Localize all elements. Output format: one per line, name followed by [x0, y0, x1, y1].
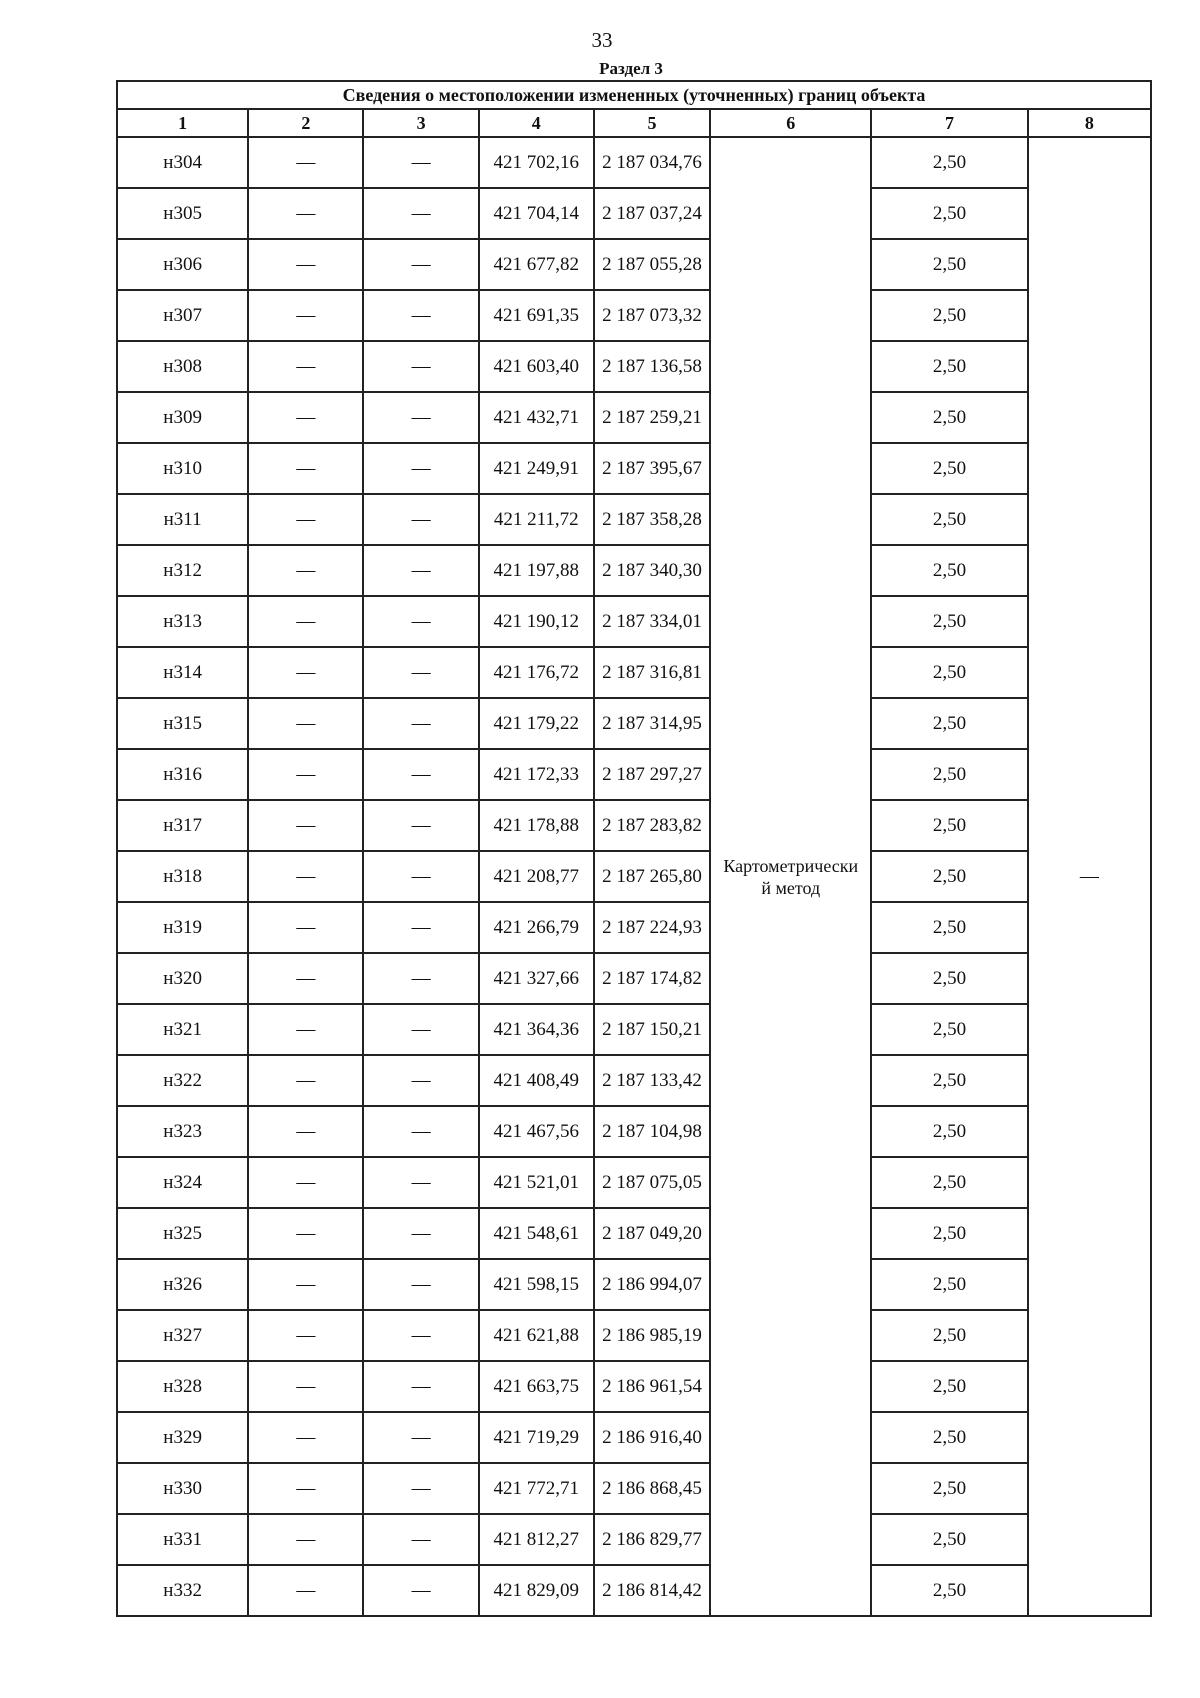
- y-coordinate-cell: 2 187 334,01: [594, 596, 710, 647]
- y-coordinate-cell: 2 186 994,07: [594, 1259, 710, 1310]
- y-coordinate-cell: 2 186 868,45: [594, 1463, 710, 1514]
- method-text-line2: й метод: [761, 877, 821, 898]
- column2-cell: —: [248, 1208, 363, 1259]
- point-cell: н323: [117, 1106, 248, 1157]
- table-row: [117, 341, 1151, 392]
- table-row: [117, 1157, 1151, 1208]
- column2-cell: —: [248, 443, 363, 494]
- y-coordinate-cell: 2 187 358,28: [594, 494, 710, 545]
- point-cell: н318: [117, 851, 248, 902]
- table-row: [117, 1055, 1151, 1106]
- column3-cell: —: [363, 188, 478, 239]
- point-cell: н327: [117, 1310, 248, 1361]
- x-coordinate-cell: 421 176,72: [479, 647, 594, 698]
- x-coordinate-cell: 421 812,27: [479, 1514, 594, 1565]
- x-coordinate-cell: 421 179,22: [479, 698, 594, 749]
- column2-cell: —: [248, 290, 363, 341]
- table-row: [117, 290, 1151, 341]
- table-row: [117, 596, 1151, 647]
- point-cell: н325: [117, 1208, 248, 1259]
- table-row: [117, 647, 1151, 698]
- y-coordinate-cell: 2 187 395,67: [594, 443, 710, 494]
- table-row: [117, 1106, 1151, 1157]
- y-coordinate-cell: 2 186 961,54: [594, 1361, 710, 1412]
- table-row: [117, 1004, 1151, 1055]
- y-coordinate-cell: 2 187 283,82: [594, 800, 710, 851]
- y-coordinate-cell: 2 187 297,27: [594, 749, 710, 800]
- accuracy-cell: 2,50: [871, 494, 1027, 545]
- y-coordinate-cell: 2 186 916,40: [594, 1412, 710, 1463]
- column3-cell: —: [363, 596, 478, 647]
- accuracy-cell: 2,50: [871, 239, 1027, 290]
- column2-cell: —: [248, 647, 363, 698]
- column2-cell: —: [248, 392, 363, 443]
- x-coordinate-cell: 421 719,29: [479, 1412, 594, 1463]
- column2-cell: —: [248, 851, 363, 902]
- accuracy-cell: 2,50: [871, 1004, 1027, 1055]
- accuracy-cell: 2,50: [871, 188, 1027, 239]
- x-coordinate-cell: 421 677,82: [479, 239, 594, 290]
- column3-cell: —: [363, 545, 478, 596]
- table-row: [117, 1259, 1151, 1310]
- table-caption: Сведения о местоположении измененных (уточненных) границ объекта: [117, 81, 1151, 109]
- accuracy-cell: 2,50: [871, 596, 1027, 647]
- point-cell: н314: [117, 647, 248, 698]
- column2-cell: —: [248, 1412, 363, 1463]
- x-coordinate-cell: 421 621,88: [479, 1310, 594, 1361]
- point-cell: н321: [117, 1004, 248, 1055]
- method-cell: [710, 137, 871, 1616]
- accuracy-cell: 2,50: [871, 1412, 1027, 1463]
- accuracy-cell: 2,50: [871, 443, 1027, 494]
- x-coordinate-cell: 421 691,35: [479, 290, 594, 341]
- column3-cell: —: [363, 902, 478, 953]
- y-coordinate-cell: 2 187 136,58: [594, 341, 710, 392]
- x-coordinate-cell: 421 364,36: [479, 1004, 594, 1055]
- column3-cell: —: [363, 647, 478, 698]
- column2-cell: —: [248, 953, 363, 1004]
- column8-cell: —: [1028, 137, 1151, 1616]
- x-coordinate-cell: 421 772,71: [479, 1463, 594, 1514]
- column-number-row: [117, 109, 1151, 137]
- caption-row: [117, 81, 1151, 109]
- y-coordinate-cell: 2 187 037,24: [594, 188, 710, 239]
- point-cell: н330: [117, 1463, 248, 1514]
- column3-cell: —: [363, 1055, 478, 1106]
- accuracy-cell: 2,50: [871, 1106, 1027, 1157]
- column2-cell: —: [248, 1514, 363, 1565]
- x-coordinate-cell: 421 327,66: [479, 953, 594, 1004]
- column3-cell: —: [363, 1106, 478, 1157]
- y-coordinate-cell: 2 187 055,28: [594, 239, 710, 290]
- accuracy-cell: 2,50: [871, 902, 1027, 953]
- section-title: Раздел 3: [599, 59, 663, 78]
- column-number-1: 1: [117, 109, 248, 137]
- x-coordinate-cell: 421 190,12: [479, 596, 594, 647]
- accuracy-cell: 2,50: [871, 800, 1027, 851]
- x-coordinate-cell: 421 467,56: [479, 1106, 594, 1157]
- y-coordinate-cell: 2 187 259,21: [594, 392, 710, 443]
- point-cell: н306: [117, 239, 248, 290]
- coordinates-table: [116, 80, 1152, 1617]
- point-cell: н319: [117, 902, 248, 953]
- column-number-5: 5: [594, 109, 710, 137]
- column2-cell: —: [248, 545, 363, 596]
- column3-cell: —: [363, 749, 478, 800]
- y-coordinate-cell: 2 187 224,93: [594, 902, 710, 953]
- column3-cell: —: [363, 1361, 478, 1412]
- column3-cell: —: [363, 1157, 478, 1208]
- x-coordinate-cell: 421 603,40: [479, 341, 594, 392]
- table-row: [117, 698, 1151, 749]
- point-cell: н305: [117, 188, 248, 239]
- column-number-6: 6: [710, 109, 871, 137]
- accuracy-cell: 2,50: [871, 1514, 1027, 1565]
- column3-cell: —: [363, 1310, 478, 1361]
- column2-cell: —: [248, 239, 363, 290]
- column2-cell: —: [248, 800, 363, 851]
- y-coordinate-cell: 2 187 075,05: [594, 1157, 710, 1208]
- column-number-4: 4: [479, 109, 594, 137]
- column2-cell: —: [248, 341, 363, 392]
- accuracy-cell: 2,50: [871, 137, 1027, 188]
- accuracy-cell: 2,50: [871, 1565, 1027, 1616]
- table-row: [117, 749, 1151, 800]
- point-cell: н307: [117, 290, 248, 341]
- x-coordinate-cell: 421 704,14: [479, 188, 594, 239]
- table-row: [117, 137, 1151, 188]
- x-coordinate-cell: 421 702,16: [479, 137, 594, 188]
- column3-cell: —: [363, 443, 478, 494]
- column3-cell: —: [363, 392, 478, 443]
- x-coordinate-cell: 421 266,79: [479, 902, 594, 953]
- x-coordinate-cell: 421 178,88: [479, 800, 594, 851]
- table-row: [117, 392, 1151, 443]
- accuracy-cell: 2,50: [871, 341, 1027, 392]
- table-row: [117, 494, 1151, 545]
- point-cell: н317: [117, 800, 248, 851]
- table-row: [117, 239, 1151, 290]
- table-row: [117, 1361, 1151, 1412]
- point-cell: н329: [117, 1412, 248, 1463]
- accuracy-cell: 2,50: [871, 1463, 1027, 1514]
- column3-cell: —: [363, 494, 478, 545]
- column3-cell: —: [363, 239, 478, 290]
- y-coordinate-cell: 2 186 985,19: [594, 1310, 710, 1361]
- x-coordinate-cell: 421 829,09: [479, 1565, 594, 1616]
- accuracy-cell: 2,50: [871, 851, 1027, 902]
- y-coordinate-cell: 2 187 104,98: [594, 1106, 710, 1157]
- table-row: [117, 1208, 1151, 1259]
- accuracy-cell: 2,50: [871, 1208, 1027, 1259]
- column2-cell: —: [248, 1565, 363, 1616]
- accuracy-cell: 2,50: [871, 953, 1027, 1004]
- column3-cell: —: [363, 341, 478, 392]
- accuracy-cell: 2,50: [871, 698, 1027, 749]
- x-coordinate-cell: 421 663,75: [479, 1361, 594, 1412]
- column3-cell: —: [363, 1004, 478, 1055]
- column2-cell: —: [248, 1106, 363, 1157]
- column3-cell: —: [363, 1565, 478, 1616]
- table-row: [117, 953, 1151, 1004]
- point-cell: н309: [117, 392, 248, 443]
- column2-cell: —: [248, 1361, 363, 1412]
- y-coordinate-cell: 2 187 316,81: [594, 647, 710, 698]
- x-coordinate-cell: 421 408,49: [479, 1055, 594, 1106]
- table-row: [117, 1463, 1151, 1514]
- accuracy-cell: 2,50: [871, 647, 1027, 698]
- y-coordinate-cell: 2 187 049,20: [594, 1208, 710, 1259]
- accuracy-cell: 2,50: [871, 1361, 1027, 1412]
- column2-cell: —: [248, 188, 363, 239]
- x-coordinate-cell: 421 172,33: [479, 749, 594, 800]
- point-cell: н331: [117, 1514, 248, 1565]
- x-coordinate-cell: 421 211,72: [479, 494, 594, 545]
- column2-cell: —: [248, 698, 363, 749]
- column3-cell: —: [363, 800, 478, 851]
- x-coordinate-cell: 421 249,91: [479, 443, 594, 494]
- accuracy-cell: 2,50: [871, 392, 1027, 443]
- accuracy-cell: 2,50: [871, 545, 1027, 596]
- page-number: 33: [591, 28, 613, 52]
- column2-cell: —: [248, 1259, 363, 1310]
- column2-cell: —: [248, 494, 363, 545]
- column-number-3: 3: [363, 109, 478, 137]
- accuracy-cell: 2,50: [871, 1157, 1027, 1208]
- column2-cell: —: [248, 1055, 363, 1106]
- y-coordinate-cell: 2 187 340,30: [594, 545, 710, 596]
- point-cell: н328: [117, 1361, 248, 1412]
- point-cell: н310: [117, 443, 248, 494]
- point-cell: н332: [117, 1565, 248, 1616]
- point-cell: н326: [117, 1259, 248, 1310]
- point-cell: н313: [117, 596, 248, 647]
- point-cell: н308: [117, 341, 248, 392]
- y-coordinate-cell: 2 187 150,21: [594, 1004, 710, 1055]
- column3-cell: —: [363, 953, 478, 1004]
- x-coordinate-cell: 421 521,01: [479, 1157, 594, 1208]
- column3-cell: —: [363, 1463, 478, 1514]
- column2-cell: —: [248, 596, 363, 647]
- y-coordinate-cell: 2 187 133,42: [594, 1055, 710, 1106]
- column2-cell: —: [248, 137, 363, 188]
- column3-cell: —: [363, 1259, 478, 1310]
- accuracy-cell: 2,50: [871, 1310, 1027, 1361]
- column3-cell: —: [363, 851, 478, 902]
- table-row: [117, 1565, 1151, 1616]
- y-coordinate-cell: 2 187 314,95: [594, 698, 710, 749]
- y-coordinate-cell: 2 187 265,80: [594, 851, 710, 902]
- accuracy-cell: 2,50: [871, 1259, 1027, 1310]
- y-coordinate-cell: 2 187 174,82: [594, 953, 710, 1004]
- y-coordinate-cell: 2 187 073,32: [594, 290, 710, 341]
- table-row: [117, 800, 1151, 851]
- table-body: [117, 81, 1151, 1616]
- column2-cell: —: [248, 1004, 363, 1055]
- x-coordinate-cell: 421 548,61: [479, 1208, 594, 1259]
- column3-cell: —: [363, 1514, 478, 1565]
- column-number-8: 8: [1028, 109, 1151, 137]
- column3-cell: —: [363, 698, 478, 749]
- table-row: [117, 1514, 1151, 1565]
- point-cell: н315: [117, 698, 248, 749]
- point-cell: н316: [117, 749, 248, 800]
- column3-cell: —: [363, 290, 478, 341]
- y-coordinate-cell: 2 186 814,42: [594, 1565, 710, 1616]
- accuracy-cell: 2,50: [871, 749, 1027, 800]
- point-cell: н320: [117, 953, 248, 1004]
- table-row: [117, 545, 1151, 596]
- point-cell: н304: [117, 137, 248, 188]
- table-row: [117, 1310, 1151, 1361]
- column-number-7: 7: [871, 109, 1027, 137]
- x-coordinate-cell: 421 208,77: [479, 851, 594, 902]
- method-text-line1: Картометрически: [723, 855, 859, 876]
- table-row: [117, 902, 1151, 953]
- column3-cell: —: [363, 1412, 478, 1463]
- table-row: [117, 1412, 1151, 1463]
- table-row: [117, 851, 1151, 902]
- y-coordinate-cell: 2 187 034,76: [594, 137, 710, 188]
- point-cell: н324: [117, 1157, 248, 1208]
- column2-cell: —: [248, 749, 363, 800]
- accuracy-cell: 2,50: [871, 290, 1027, 341]
- accuracy-cell: 2,50: [871, 1055, 1027, 1106]
- point-cell: н312: [117, 545, 248, 596]
- column-number-2: 2: [248, 109, 363, 137]
- column2-cell: —: [248, 1463, 363, 1514]
- table-row: [117, 443, 1151, 494]
- y-coordinate-cell: 2 186 829,77: [594, 1514, 710, 1565]
- column2-cell: —: [248, 1157, 363, 1208]
- x-coordinate-cell: 421 598,15: [479, 1259, 594, 1310]
- x-coordinate-cell: 421 432,71: [479, 392, 594, 443]
- column3-cell: —: [363, 1208, 478, 1259]
- table-row: [117, 188, 1151, 239]
- x-coordinate-cell: 421 197,88: [479, 545, 594, 596]
- column2-cell: —: [248, 902, 363, 953]
- point-cell: н322: [117, 1055, 248, 1106]
- column2-cell: —: [248, 1310, 363, 1361]
- point-cell: н311: [117, 494, 248, 545]
- column3-cell: —: [363, 137, 478, 188]
